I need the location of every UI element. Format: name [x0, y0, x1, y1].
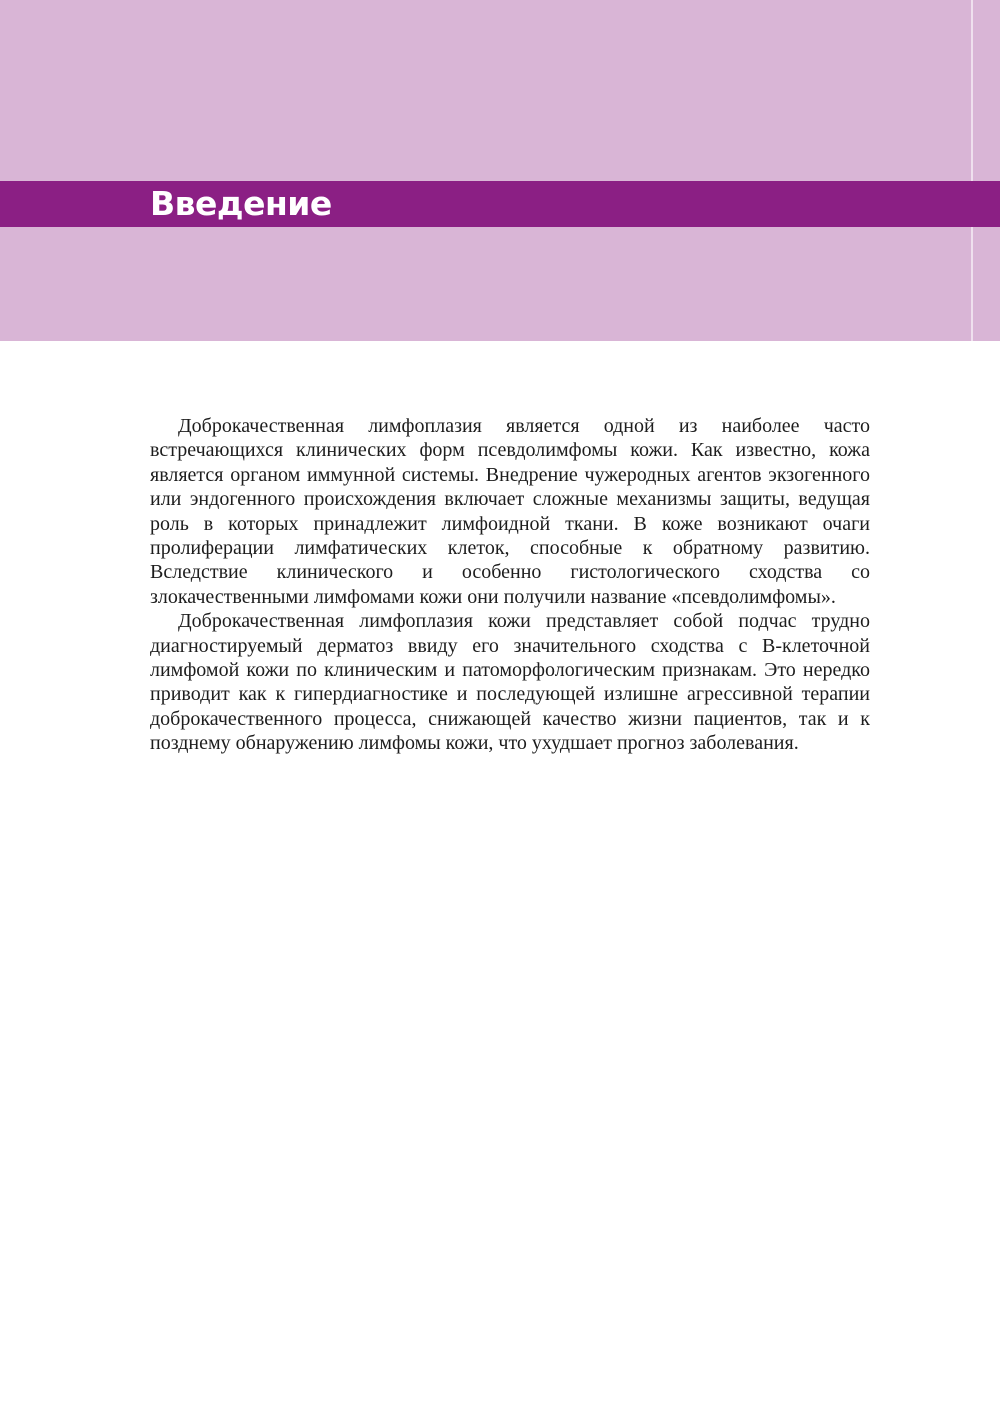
chapter-title: Введение — [150, 184, 332, 223]
margin-rule — [971, 0, 973, 341]
paragraph-2: Доброкачественная лимфоплазия кожи представляет собой подчас трудно диагностируемый дерматоз ввиду его значительного сходства с B-клеточной лимфомой кожи по клиническим и патоморфологическим признакам. Это нередко приводит как к гипердиагностике и последующей излишне агрессивной терапии доброкачественного процесса, снижающей качество жизни пациентов, так и к позднему обнаружению лимфомы кожи, что ухудшает прогноз заболевания. — [150, 610, 870, 755]
paragraph-1: Доброкачественная лимфоплазия является одной из наиболее часто встречающихся клинических форм псевдолимфомы кожи. Как известно, кожа является органом иммунной системы. Внедрение чужеродных агентов экзогенного или эндогенного происхождения включает сложные механизмы защиты, ведущая роль в которых принадлежит лимфоидной ткани. В коже возникают очаги пролиферации лимфатических клеток, способные к обратному развитию. Вследствие клинического и особенно гистологического сходства со злокачественными лимфомами кожи они получили название «псевдолимфомы». — [150, 415, 870, 608]
header-band — [0, 0, 1000, 341]
body-text — [150, 414, 870, 756]
chapter-title-bar — [0, 181, 1000, 227]
